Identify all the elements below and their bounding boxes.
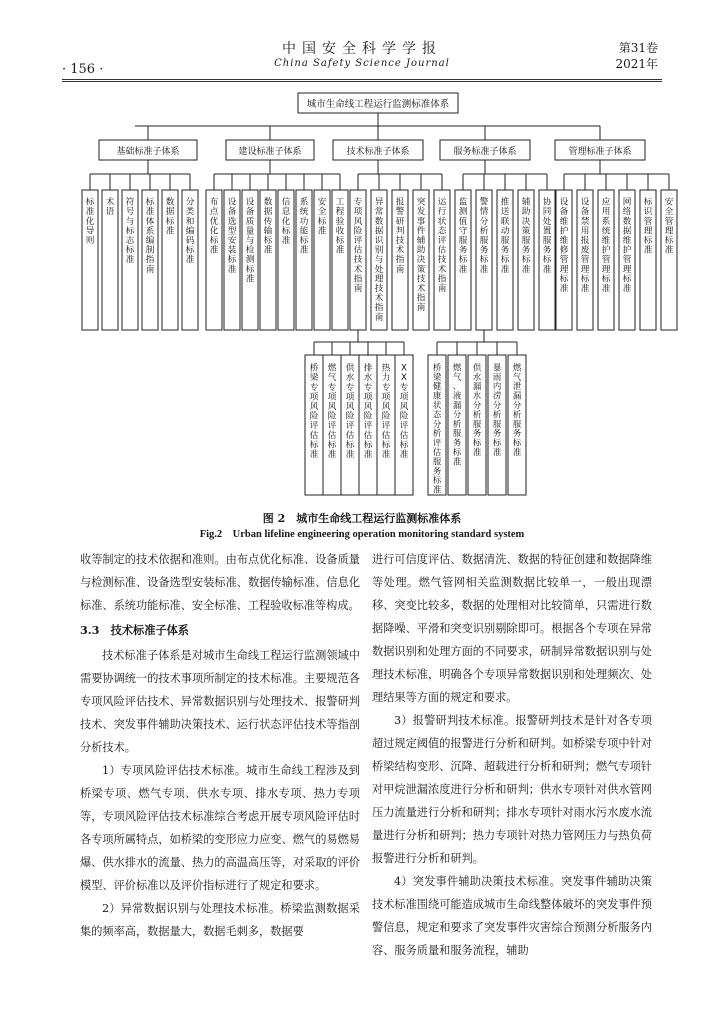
volume: 第31卷 <box>618 41 658 55</box>
leaf-label: 标识管理标准 <box>643 197 653 256</box>
figure-caption-en: Fig.2 Urban lifeline engineering operation monitoring standard system <box>199 529 525 540</box>
leaf-label: 设备选型安装标准 <box>227 197 237 275</box>
leaf-label: 辅助决策服务标准 <box>521 197 531 275</box>
section-heading: 3.3 技术标准子体系 <box>80 623 189 637</box>
leaf-label: 协同处置服务标准 <box>542 197 552 275</box>
risk-standard-label: 排水专项风险评估标准 <box>363 363 373 460</box>
figure-caption: 图 2 城市生命线工程运行监测标准体系 <box>262 512 462 525</box>
leaf-label: 数据标准 <box>165 197 175 237</box>
risk-standard-label: X X 专项风险评估标准 <box>399 363 409 460</box>
risk-standard-label: 热力专项风险评估标准 <box>381 363 391 460</box>
leaf-label: 突发事件辅助决策技术指南 <box>416 197 426 314</box>
leaf-label: 专项风险评估技术指南 <box>353 197 363 294</box>
right-column <box>372 548 652 962</box>
risk-standard-label: 供水专项风险评估标准 <box>345 363 355 460</box>
leaf-label: 数据传输标准 <box>263 197 273 256</box>
leaf-label: 安全标准 <box>317 197 327 237</box>
leaf-label: 监测值守服务标准 <box>458 197 468 275</box>
leaf-label: 设备维护维修管理标准 <box>559 197 569 294</box>
paragraph: 技术标准子体系是对城市生命线工程运行监测领域中需要协调统一的技术事项所制定的技术标准。主要规范各专项风险评估技术、异常数据识别与处理技术、报警研判技术、突发事件辅助决策技术、运行状态评估技术等指剖分析技术。 <box>80 649 360 754</box>
leaf-label: 符号与标志标准 <box>125 197 135 266</box>
leaf-label: 运行状态评估技术指南 <box>437 197 447 294</box>
page-number: · 156 · <box>62 62 104 77</box>
year: 2021年 <box>615 57 658 71</box>
branch-label: 建设标准子体系 <box>238 147 302 157</box>
leaf-label: 术语 <box>105 197 115 218</box>
leaf-label: 安全管理标准 <box>664 197 674 256</box>
leaf-label: 报警研判技术指南 <box>395 197 405 275</box>
alarm-service-label: 供水漏水分析服务标准 <box>472 362 482 457</box>
branch-label: 技术标准子体系 <box>346 147 410 157</box>
left-column <box>80 548 360 943</box>
leaf-label: 标准体系编制指南 <box>145 197 155 275</box>
alarm-service-label: 燃气、液漏分析服务标准 <box>452 362 462 467</box>
alarm-service-label: 燃气泄漏分析服务标准 <box>512 362 522 457</box>
leaf-label: 设备禁用报废管理标准 <box>580 197 590 294</box>
leaf-label: 信息化标准 <box>281 197 291 246</box>
paragraph: 4）突发事件辅助决策技术标准。突发事件辅助决策技术标准围绕可能造成城市生命线整体破坏的突发事件预警信息，规定和要求了突发事件灾害综合预测分析服务内容、服务质量和服务流程，辅助 <box>372 875 652 957</box>
branch-label: 管理标准子体系 <box>568 147 632 157</box>
alarm-service-label: 暴雨内涝分析服务标准 <box>492 362 502 457</box>
leaf-label: 网络数据维护管理标准 <box>622 197 632 294</box>
paragraph: 收等制定的技术依据和准则。由布点优化标准、设备质量与检测标准、设备选型安装标准、数据传输标准、信息化标准、系统功能标准、安全标准、工程验收标准等构成。 <box>80 553 360 612</box>
leaf-label: 推送联动服务标准 <box>500 197 510 275</box>
leaf-label: 系统功能标准 <box>299 197 309 256</box>
standard-system-diagram <box>0 0 724 510</box>
paragraph: 进行可信度评估、数据清洗、数据的特征创建和数据降维等处理。燃气管网相关监测数据比较单一，一般出现漂移、突变比较多，数据的处理相对比较简单，只需进行数据降噪、平滑和突变识别剔除即可。根据各个专项在异常数据识别和处理方面的不同要求，研制异常数据识别与处理技术标准，明确各个专项异常数据识别和处理频次、处理结果等方面的规定和要求。 <box>372 553 652 704</box>
risk-standard-label: 燃气专项风险评估标准 <box>327 363 337 460</box>
leaf-label: 分类和编码标准 <box>185 197 195 266</box>
paragraph: 2）异常数据识别与处理技术标准。桥梁监测数据采集的频率高，数据量大，数据毛刺多，数据要 <box>80 902 360 938</box>
root-label: 城市生命线工程运行监测标准体系 <box>306 99 450 110</box>
leaf-label: 异常数据识别与处理技术指南 <box>374 197 384 323</box>
leaf-label: 工程验收标准 <box>335 197 345 256</box>
branch-label: 服务标准子体系 <box>453 147 517 157</box>
journal-title: 中国安全科学学报 <box>282 41 442 57</box>
journal-title-en: China Safety Science Journal <box>274 58 450 69</box>
leaf-label: 警情分析服务标准 <box>479 197 489 275</box>
alarm-service-label: 桥梁健康状态分析评估服务标准 <box>432 362 442 495</box>
risk-standard-label: 桥梁专项风险评估标准 <box>309 363 319 460</box>
branch-label: 基础标准子体系 <box>116 147 180 157</box>
leaf-label: 标准化导则 <box>85 197 95 246</box>
paragraph: 1）专项风险评估技术标准。城市生命线工程涉及到桥梁专项、燃气专项、供水专项、排水专项、热力专项等，专项风险评估技术标准综合考虑开展专项风险评估时各专项所属特点，如桥梁的变形应力应变、燃气的易燃易爆、供水排水的流量、热力的高温高压等，对采取的评价模型、评价标准以及评价指标进行了规定和要求。 <box>80 764 360 892</box>
leaf-label: 设备质量与检测标准 <box>245 197 255 285</box>
paragraph: 3）报警研判技术标准。报警研判技术是针对各专项超过规定阈值的报警进行分析和研判。如桥梁专项中针对桥梁结构变形、沉降、超载进行分析和研判；燃气专项针对甲烷泄漏浓度进行分析和研判；供水专项针对供水管网压力流量进行分析和研判；排水专项针对雨水污水废水流量进行分析和研判；热力专项针对热力管网压力与热负荷报警进行分析和研判。 <box>372 714 652 865</box>
leaf-label: 布点优化标准 <box>209 197 219 256</box>
leaf-label: 应用系统维护管理标准 <box>601 197 611 294</box>
